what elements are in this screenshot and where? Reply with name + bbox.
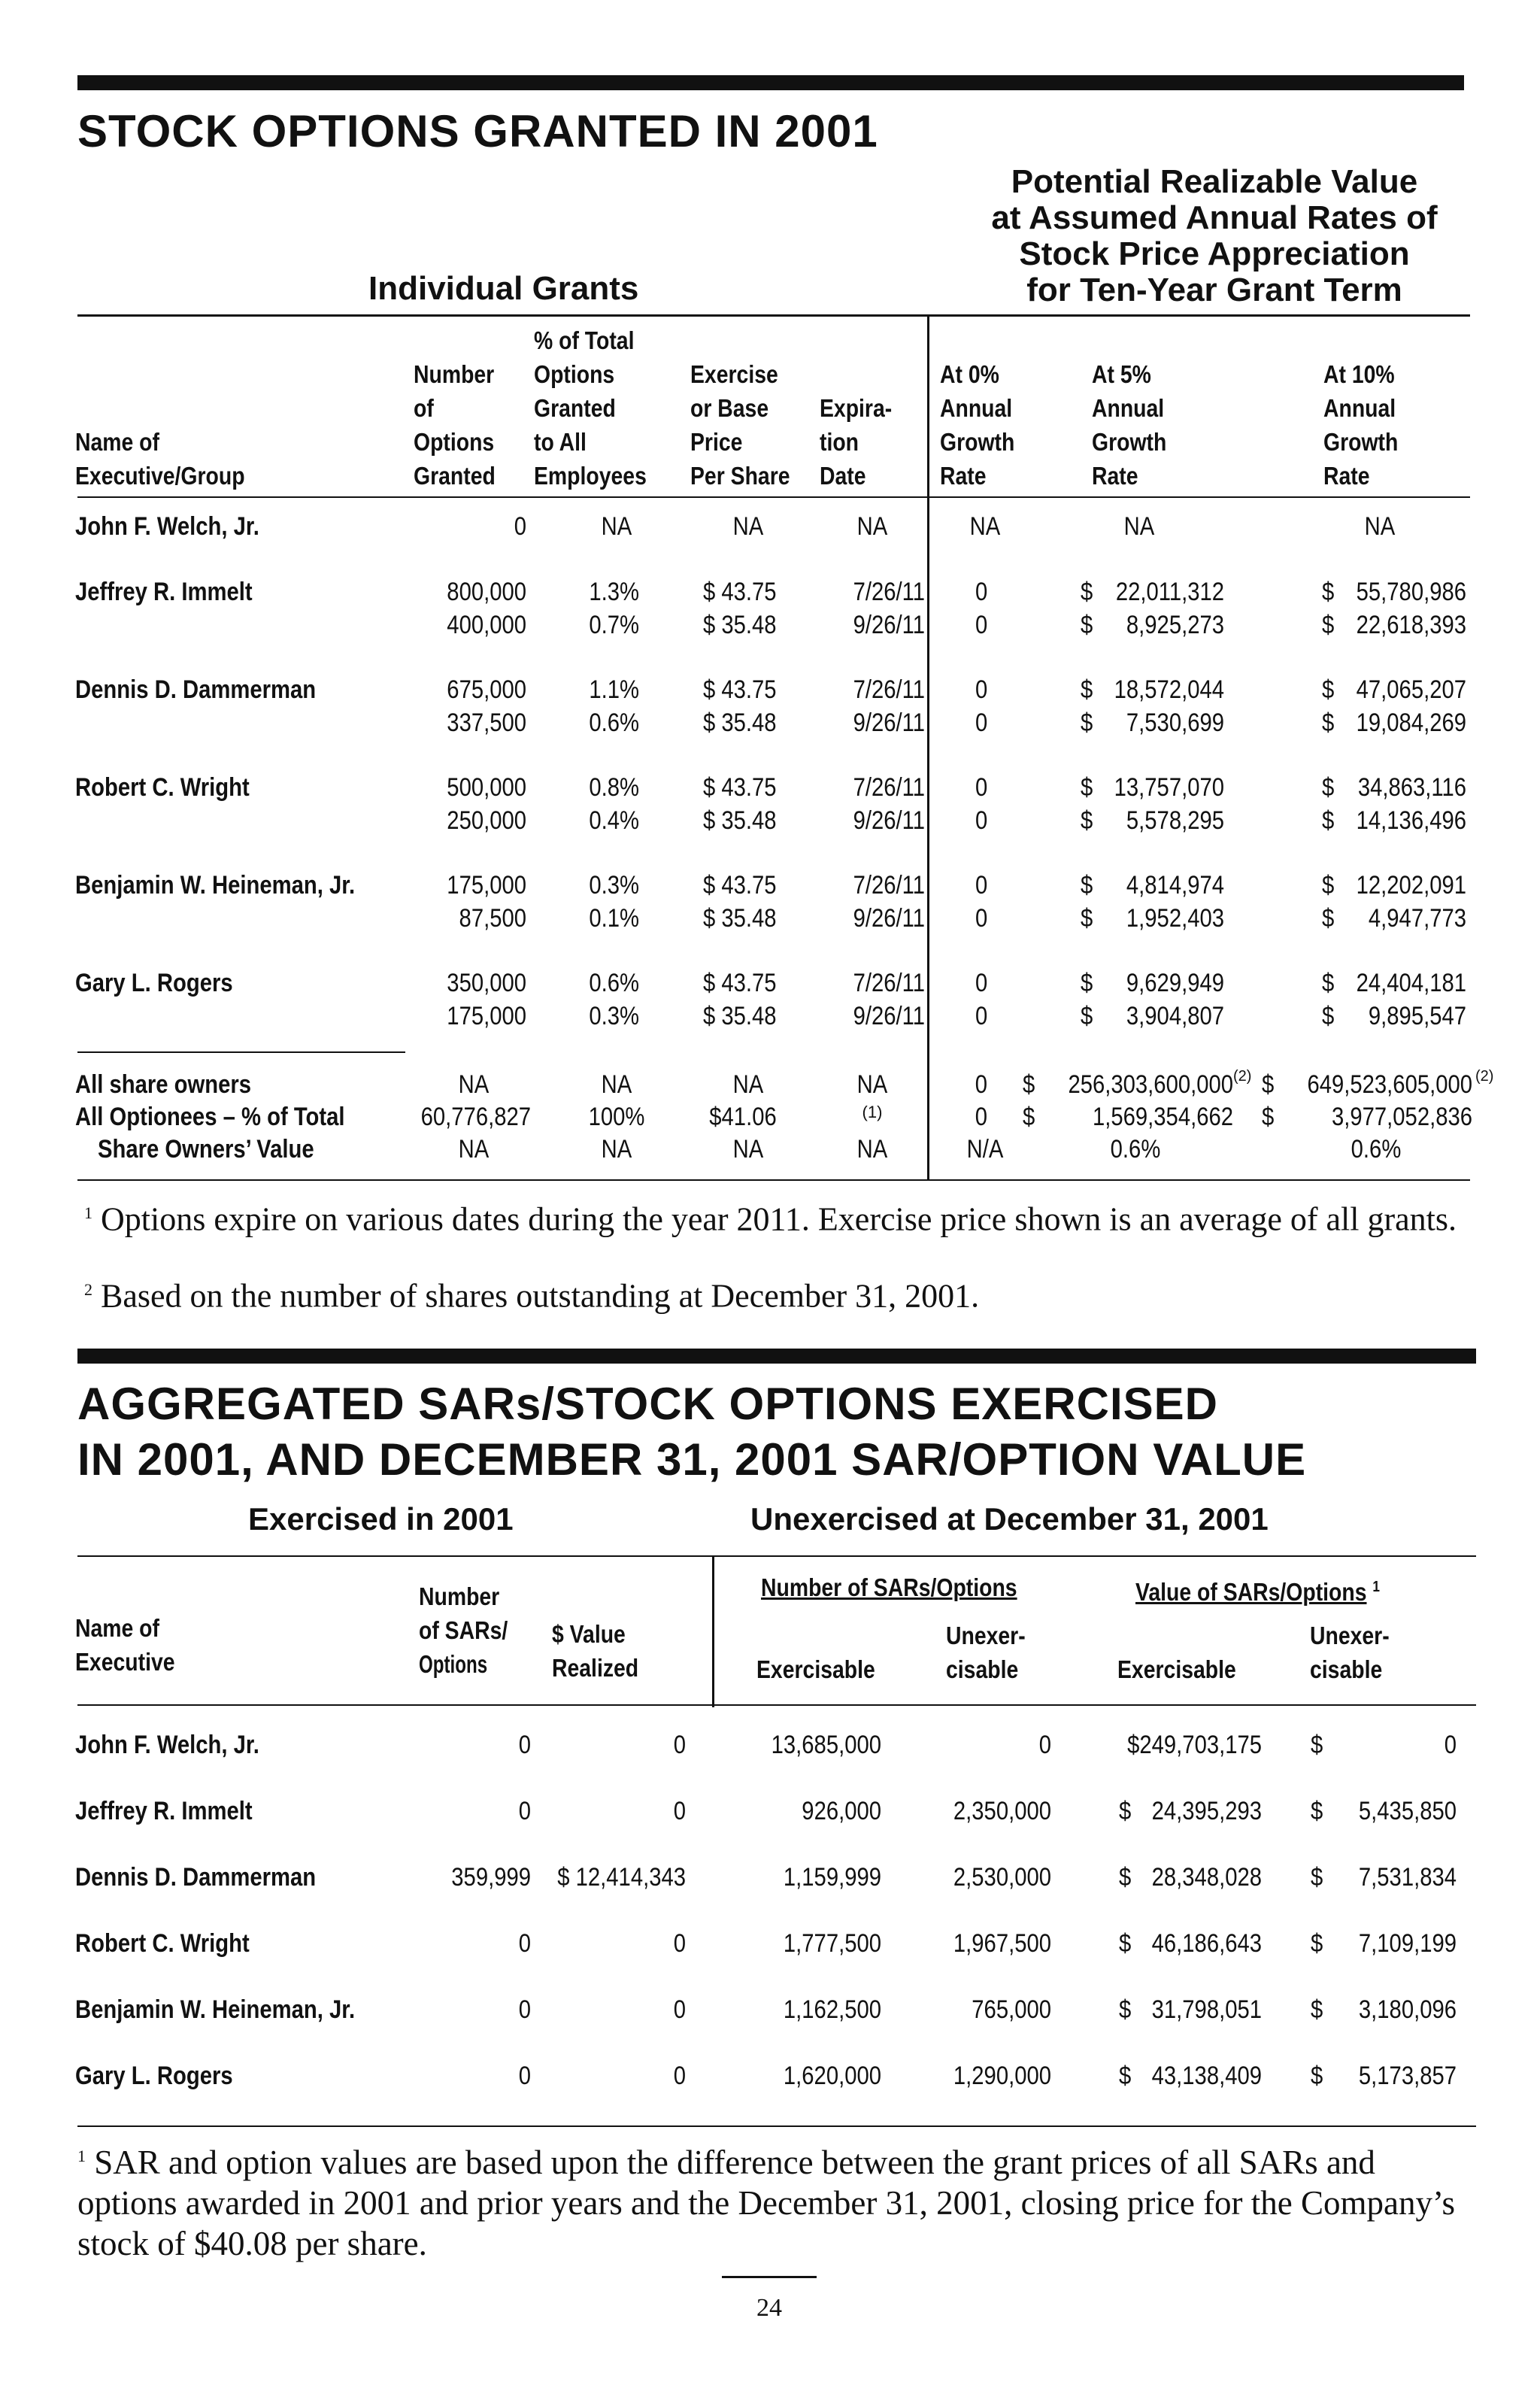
col-header-pct: % of Total Options Granted to All Employees bbox=[534, 326, 647, 490]
table2-divider bbox=[712, 1557, 714, 1707]
cell-exp: 7/26/11 bbox=[853, 773, 925, 802]
cell-value: 0 bbox=[673, 1995, 686, 2024]
dollar-sign: $ bbox=[1081, 578, 1093, 606]
cell-val-unexercisable: 5,173,857 bbox=[1358, 2062, 1457, 2090]
cell-g10: NA bbox=[1364, 512, 1396, 541]
cell-val-exercisable: 43,138,409 bbox=[1151, 2062, 1262, 2090]
col-header-value: $ Value Realized bbox=[552, 1620, 639, 1682]
cell-g10: 649,523,605,000 bbox=[1307, 1070, 1472, 1099]
cell-price: $ 43.75 bbox=[703, 578, 777, 606]
col-header-exercisable: Exercisable bbox=[1117, 1655, 1236, 1683]
cell-num-unexercisable: 2,530,000 bbox=[953, 1863, 1051, 1892]
cell-g5: NA bbox=[1123, 512, 1155, 541]
dollar-sign: $ bbox=[1081, 675, 1093, 704]
cell-g10: 3,977,052,836 bbox=[1332, 1103, 1472, 1131]
cell-exp: 9/26/11 bbox=[853, 1002, 925, 1030]
cell-pct: 0.6% bbox=[589, 969, 639, 997]
cell-g0: 0 bbox=[975, 969, 988, 997]
cell-g5: 4,814,974 bbox=[1126, 871, 1224, 900]
cell-val-unexercisable: 3,180,096 bbox=[1358, 1995, 1457, 2024]
cell-number: 87,500 bbox=[459, 904, 526, 933]
dollar-sign: $ bbox=[1081, 611, 1093, 639]
col-header-unexercisable: Unexer- cisable bbox=[946, 1622, 1026, 1683]
cell-g5: 5,578,295 bbox=[1126, 806, 1224, 835]
dollar-sign: $ bbox=[1322, 969, 1335, 997]
dollar-sign: $ bbox=[1311, 2062, 1323, 2090]
dollar-sign: $ bbox=[1081, 773, 1093, 802]
cell-g0: N/A bbox=[966, 1135, 1004, 1164]
cell-g5: 9,629,949 bbox=[1126, 969, 1224, 997]
cell-g10: 4,947,773 bbox=[1368, 904, 1466, 933]
row-name: Share Owners’ Value bbox=[98, 1135, 314, 1164]
col-header-unexercisable: Unexer- cisable bbox=[1310, 1622, 1390, 1683]
cell-number: 175,000 bbox=[447, 1002, 526, 1030]
col-header-number: Number of SARs/ Options bbox=[419, 1582, 508, 1678]
dollar-sign: $ bbox=[1322, 611, 1335, 639]
cell-g10: 55,780,986 bbox=[1356, 578, 1466, 606]
table2-header-rule bbox=[77, 1555, 1476, 1557]
row-name: Dennis D. Dammerman bbox=[75, 675, 317, 704]
cell-g0: 0 bbox=[975, 1103, 987, 1131]
row-name: All share owners bbox=[75, 1070, 252, 1099]
row-name: Gary L. Rogers bbox=[75, 2062, 233, 2090]
dollar-sign: $ bbox=[1119, 2062, 1132, 2090]
cell-g0: 0 bbox=[975, 1002, 988, 1030]
dollar-sign: $ bbox=[1119, 1929, 1132, 1958]
cell-price: NA bbox=[732, 1070, 764, 1099]
cell-val-unexercisable: 7,109,199 bbox=[1358, 1929, 1457, 1958]
cell-number: 337,500 bbox=[447, 708, 526, 737]
dollar-sign: $ bbox=[1322, 806, 1335, 835]
cell-g0: 0 bbox=[975, 1070, 987, 1099]
row-name: All Optionees – % of Total bbox=[75, 1103, 345, 1131]
footnote-ref: (2) bbox=[1233, 1068, 1252, 1085]
col-header-exp: Expira- tion Date bbox=[820, 394, 893, 490]
row-name: Jeffrey R. Immelt bbox=[75, 578, 253, 606]
dollar-sign: $ bbox=[1262, 1070, 1275, 1099]
cell-g10: 12,202,091 bbox=[1356, 871, 1466, 900]
cell-number: 0 bbox=[518, 1929, 531, 1958]
cell-price: $ 43.75 bbox=[703, 773, 777, 802]
row-name: Jeffrey R. Immelt bbox=[75, 1797, 253, 1825]
table1-divider bbox=[927, 317, 929, 1180]
dollar-sign: $ bbox=[1322, 904, 1335, 933]
row-name: Robert C. Wright bbox=[75, 773, 250, 802]
dollar-sign: $ bbox=[1081, 969, 1093, 997]
cell-number: 0 bbox=[514, 512, 526, 541]
cell-price: NA bbox=[732, 1135, 764, 1164]
cell-number: 800,000 bbox=[447, 578, 526, 606]
cell-number: 350,000 bbox=[447, 969, 526, 997]
table2-bottom-rule bbox=[77, 2125, 1476, 2127]
cell-exp: 7/26/11 bbox=[853, 969, 925, 997]
cell-price: $ 43.75 bbox=[703, 871, 777, 900]
row-name: John F. Welch, Jr. bbox=[75, 512, 259, 541]
cell-pct: 0.3% bbox=[589, 1002, 639, 1030]
cell-number: 250,000 bbox=[447, 806, 526, 835]
cell-val-unexercisable: 0 bbox=[1444, 1731, 1457, 1759]
cell-value: 0 bbox=[673, 2062, 686, 2090]
cell-number: 0 bbox=[518, 1995, 531, 2024]
table1-header-rule bbox=[77, 314, 1470, 317]
col-header-number: Number of Options Granted bbox=[414, 360, 496, 490]
dollar-sign: $ bbox=[1081, 806, 1093, 835]
cell-num-unexercisable: 1,290,000 bbox=[953, 2062, 1051, 2090]
cell-g5: 18,572,044 bbox=[1114, 675, 1224, 704]
cell-g5: 8,925,273 bbox=[1126, 611, 1224, 639]
cell-exp: NA bbox=[856, 1135, 888, 1164]
cell-price: NA bbox=[732, 512, 764, 541]
cell-g0: 0 bbox=[975, 871, 988, 900]
table1-group-left-header: Individual Grants bbox=[368, 270, 639, 307]
table1-bottom-rule bbox=[77, 1179, 1470, 1181]
top-bar bbox=[77, 75, 1464, 90]
cell-exp: 7/26/11 bbox=[853, 578, 925, 606]
cell-g5: 256,303,600,000 bbox=[1068, 1070, 1233, 1099]
cell-g5: 1,569,354,662 bbox=[1093, 1103, 1233, 1131]
page-number-rule bbox=[722, 2276, 817, 2278]
dollar-sign: $ bbox=[1311, 1863, 1323, 1892]
cell-num-exercisable: 1,162,500 bbox=[783, 1995, 881, 2024]
col-header-name: Name of Executive bbox=[75, 1614, 175, 1676]
cell-num-exercisable: 1,777,500 bbox=[783, 1929, 881, 1958]
row-name: Benjamin W. Heineman, Jr. bbox=[75, 871, 356, 900]
cell-val-exercisable: 46,186,643 bbox=[1151, 1929, 1262, 1958]
cell-num-exercisable: 926,000 bbox=[802, 1797, 881, 1825]
cell-num-exercisable: 1,620,000 bbox=[783, 2062, 881, 2090]
dollar-sign: $ bbox=[1119, 1863, 1132, 1892]
cell-g0: 0 bbox=[975, 578, 988, 606]
table1-colhead-rule bbox=[77, 496, 1470, 498]
cell-price: $ 35.48 bbox=[703, 1002, 777, 1030]
cell-price: $ 35.48 bbox=[703, 806, 777, 835]
dollar-sign: $ bbox=[1081, 904, 1093, 933]
cell-number: NA bbox=[458, 1070, 490, 1099]
cell-exp: 9/26/11 bbox=[853, 708, 925, 737]
cell-val-unexercisable: 5,435,850 bbox=[1358, 1797, 1457, 1825]
cell-g0: 0 bbox=[975, 773, 988, 802]
cell-exp: NA bbox=[856, 1070, 888, 1099]
cell-pct: 1.1% bbox=[589, 675, 639, 704]
page-number: 24 bbox=[756, 2294, 782, 2322]
cell-price: $41.06 bbox=[709, 1103, 777, 1131]
table2-group-left-header: Exercised in 2001 bbox=[248, 1501, 514, 1537]
cell-num-unexercisable: 765,000 bbox=[972, 1995, 1051, 2024]
cell-number: 60,776,827 bbox=[420, 1103, 531, 1131]
dollar-sign: $ bbox=[1119, 1797, 1132, 1825]
cell-num-unexercisable: 2,350,000 bbox=[953, 1797, 1051, 1825]
cell-val-exercisable: 31,798,051 bbox=[1151, 1995, 1262, 2024]
dollar-sign: $ bbox=[1023, 1070, 1035, 1099]
cell-price: $ 43.75 bbox=[703, 969, 777, 997]
cell-g0: 0 bbox=[975, 675, 988, 704]
cell-g5: 7,530,699 bbox=[1126, 708, 1224, 737]
cell-pct: NA bbox=[601, 1070, 632, 1099]
cell-pct: 0.1% bbox=[589, 904, 639, 933]
cell-value: 0 bbox=[673, 1797, 686, 1825]
cell-g5: 13,757,070 bbox=[1114, 773, 1224, 802]
cell-exp: (1) bbox=[862, 1103, 883, 1121]
cell-g10: 34,863,116 bbox=[1357, 773, 1466, 802]
col-header-exercisable: Exercisable bbox=[756, 1655, 875, 1683]
cell-price: $ 35.48 bbox=[703, 904, 777, 933]
dollar-sign: $ bbox=[1322, 675, 1335, 704]
cell-exp: 7/26/11 bbox=[853, 871, 925, 900]
cell-g5: 22,011,312 bbox=[1115, 578, 1224, 606]
subheader-value: Value of SARs/Options $^1$ bbox=[1135, 1578, 1380, 1606]
dollar-sign: $ bbox=[1311, 1797, 1323, 1825]
cell-price: $ 43.75 bbox=[703, 675, 777, 704]
cell-exp: 9/26/11 bbox=[853, 904, 925, 933]
cell-number: NA bbox=[458, 1135, 490, 1164]
cell-exp: 9/26/11 bbox=[853, 611, 925, 639]
col-header-0pct: At 0% Annual Growth Rate bbox=[940, 360, 1015, 490]
cell-g0: NA bbox=[969, 512, 1001, 541]
col-header-5pct: At 5% Annual Growth Rate bbox=[1092, 360, 1167, 490]
cell-pct: NA bbox=[601, 1135, 632, 1164]
cell-price: $ 35.48 bbox=[703, 611, 777, 639]
cell-num-exercisable: 1,159,999 bbox=[783, 1863, 881, 1892]
cell-g0: 0 bbox=[975, 611, 988, 639]
cell-g10: 47,065,207 bbox=[1356, 675, 1466, 704]
dollar-sign: $ bbox=[1262, 1103, 1275, 1131]
row-name: Gary L. Rogers bbox=[75, 969, 233, 997]
dollar-sign: $ bbox=[1023, 1103, 1035, 1131]
table2-footnote: $^1$ SAR and option values are based upon the difference between the grant prices of all SARs and options awarded in 2001 and prior years and the December 31, 2001, closing price for the Company’s stock of $40.08 per share. bbox=[77, 2144, 1456, 2262]
dollar-sign: $ bbox=[1322, 773, 1335, 802]
col-header-name: Name of Executive/Group bbox=[75, 428, 245, 490]
table2-group-right-header: Unexercised at December 31, 2001 bbox=[750, 1501, 1269, 1537]
cell-pct: NA bbox=[601, 512, 632, 541]
cell-price: $ 35.48 bbox=[703, 708, 777, 737]
cell-g10: 14,136,496 bbox=[1356, 806, 1466, 835]
cell-val-unexercisable: 7,531,834 bbox=[1358, 1863, 1457, 1892]
cell-g10: 0.6% bbox=[1351, 1135, 1402, 1164]
cell-pct: 0.8% bbox=[589, 773, 639, 802]
cell-g10: 24,404,181 bbox=[1356, 969, 1466, 997]
dollar-sign: $ bbox=[1081, 871, 1093, 900]
cell-pct: 1.3% bbox=[589, 578, 639, 606]
cell-g10: 9,895,547 bbox=[1368, 1002, 1466, 1030]
cell-number: 0 bbox=[518, 1731, 531, 1759]
cell-exp: 9/26/11 bbox=[853, 806, 925, 835]
cell-number: 359,999 bbox=[451, 1863, 531, 1892]
dollar-sign: $ bbox=[1311, 1929, 1323, 1958]
dollar-sign: $ bbox=[1081, 1002, 1093, 1030]
row-name: Dennis D. Dammerman bbox=[75, 1863, 317, 1892]
dollar-sign: $ bbox=[1322, 578, 1335, 606]
footnote-2: $^2$ Based on the number of shares outstanding at December 31, 2001. bbox=[84, 1277, 980, 1315]
footnote-1: $^1$ Options expire on various dates during the year 2011. Exercise price shown is an average of all grants. bbox=[84, 1200, 1457, 1238]
cell-number: 500,000 bbox=[447, 773, 526, 802]
dollar-sign: $ bbox=[1322, 1002, 1335, 1030]
cell-g5: 3,904,807 bbox=[1126, 1002, 1224, 1030]
cell-num-exercisable: 13,685,000 bbox=[771, 1731, 881, 1759]
cell-val-exercisable: 28,348,028 bbox=[1151, 1863, 1262, 1892]
cell-g5: 1,952,403 bbox=[1126, 904, 1224, 933]
cell-number: 175,000 bbox=[447, 871, 526, 900]
table2-colhead-rule bbox=[77, 1704, 1476, 1706]
cell-pct: 0.6% bbox=[589, 708, 639, 737]
table1-group-right-header: Potential Realizable Value at Assumed Annual Rates of Stock Price Appreciation for Ten-Year Grant Term bbox=[991, 163, 1438, 308]
section-bar bbox=[77, 1349, 1476, 1364]
cell-g0: 0 bbox=[975, 904, 988, 933]
table1-title: STOCK OPTIONS GRANTED IN 2001 bbox=[77, 106, 878, 156]
cell-pct: 100% bbox=[588, 1103, 645, 1131]
row-name: Benjamin W. Heineman, Jr. bbox=[75, 1995, 356, 2024]
cell-value: 0 bbox=[673, 1731, 686, 1759]
cell-val-exercisable: $249,703,175 bbox=[1127, 1731, 1262, 1759]
cell-num-unexercisable: 0 bbox=[1038, 1731, 1051, 1759]
table1-subtotal-rule bbox=[77, 1051, 405, 1053]
cell-g0: 0 bbox=[975, 806, 988, 835]
cell-g10: 22,618,393 bbox=[1356, 611, 1466, 639]
row-name: John F. Welch, Jr. bbox=[75, 1731, 259, 1759]
cell-number: 0 bbox=[518, 1797, 531, 1825]
footnote-ref: (2) bbox=[1475, 1068, 1494, 1085]
table2-title: AGGREGATED SARs/STOCK OPTIONS EXERCISED IN 2001, AND DECEMBER 31, 2001 SAR/OPTION VALUE bbox=[77, 1379, 1307, 1485]
dollar-sign: $ bbox=[1081, 708, 1093, 737]
cell-pct: 0.7% bbox=[589, 611, 639, 639]
subheader-number: Number of SARs/Options bbox=[761, 1573, 1017, 1601]
cell-pct: 0.3% bbox=[589, 871, 639, 900]
dollar-sign: $ bbox=[1322, 708, 1335, 737]
col-header-10pct: At 10% Annual Growth Rate bbox=[1323, 360, 1399, 490]
cell-value: $ 12,414,343 bbox=[557, 1863, 686, 1892]
cell-exp: NA bbox=[856, 512, 888, 541]
cell-g0: 0 bbox=[975, 708, 988, 737]
cell-pct: 0.4% bbox=[589, 806, 639, 835]
cell-num-unexercisable: 1,967,500 bbox=[953, 1929, 1051, 1958]
cell-number: 675,000 bbox=[447, 675, 526, 704]
cell-value: 0 bbox=[673, 1929, 686, 1958]
dollar-sign: $ bbox=[1311, 1995, 1323, 2024]
cell-number: 0 bbox=[518, 2062, 531, 2090]
dollar-sign: $ bbox=[1322, 871, 1335, 900]
cell-val-exercisable: 24,395,293 bbox=[1151, 1797, 1262, 1825]
col-header-price: Exercise or Base Price Per Share bbox=[690, 360, 790, 490]
dollar-sign: $ bbox=[1311, 1731, 1323, 1759]
cell-g5: 0.6% bbox=[1110, 1135, 1161, 1164]
cell-g10: 19,084,269 bbox=[1356, 708, 1466, 737]
cell-exp: 7/26/11 bbox=[853, 675, 925, 704]
row-name: Robert C. Wright bbox=[75, 1929, 250, 1958]
cell-number: 400,000 bbox=[447, 611, 526, 639]
dollar-sign: $ bbox=[1119, 1995, 1132, 2024]
